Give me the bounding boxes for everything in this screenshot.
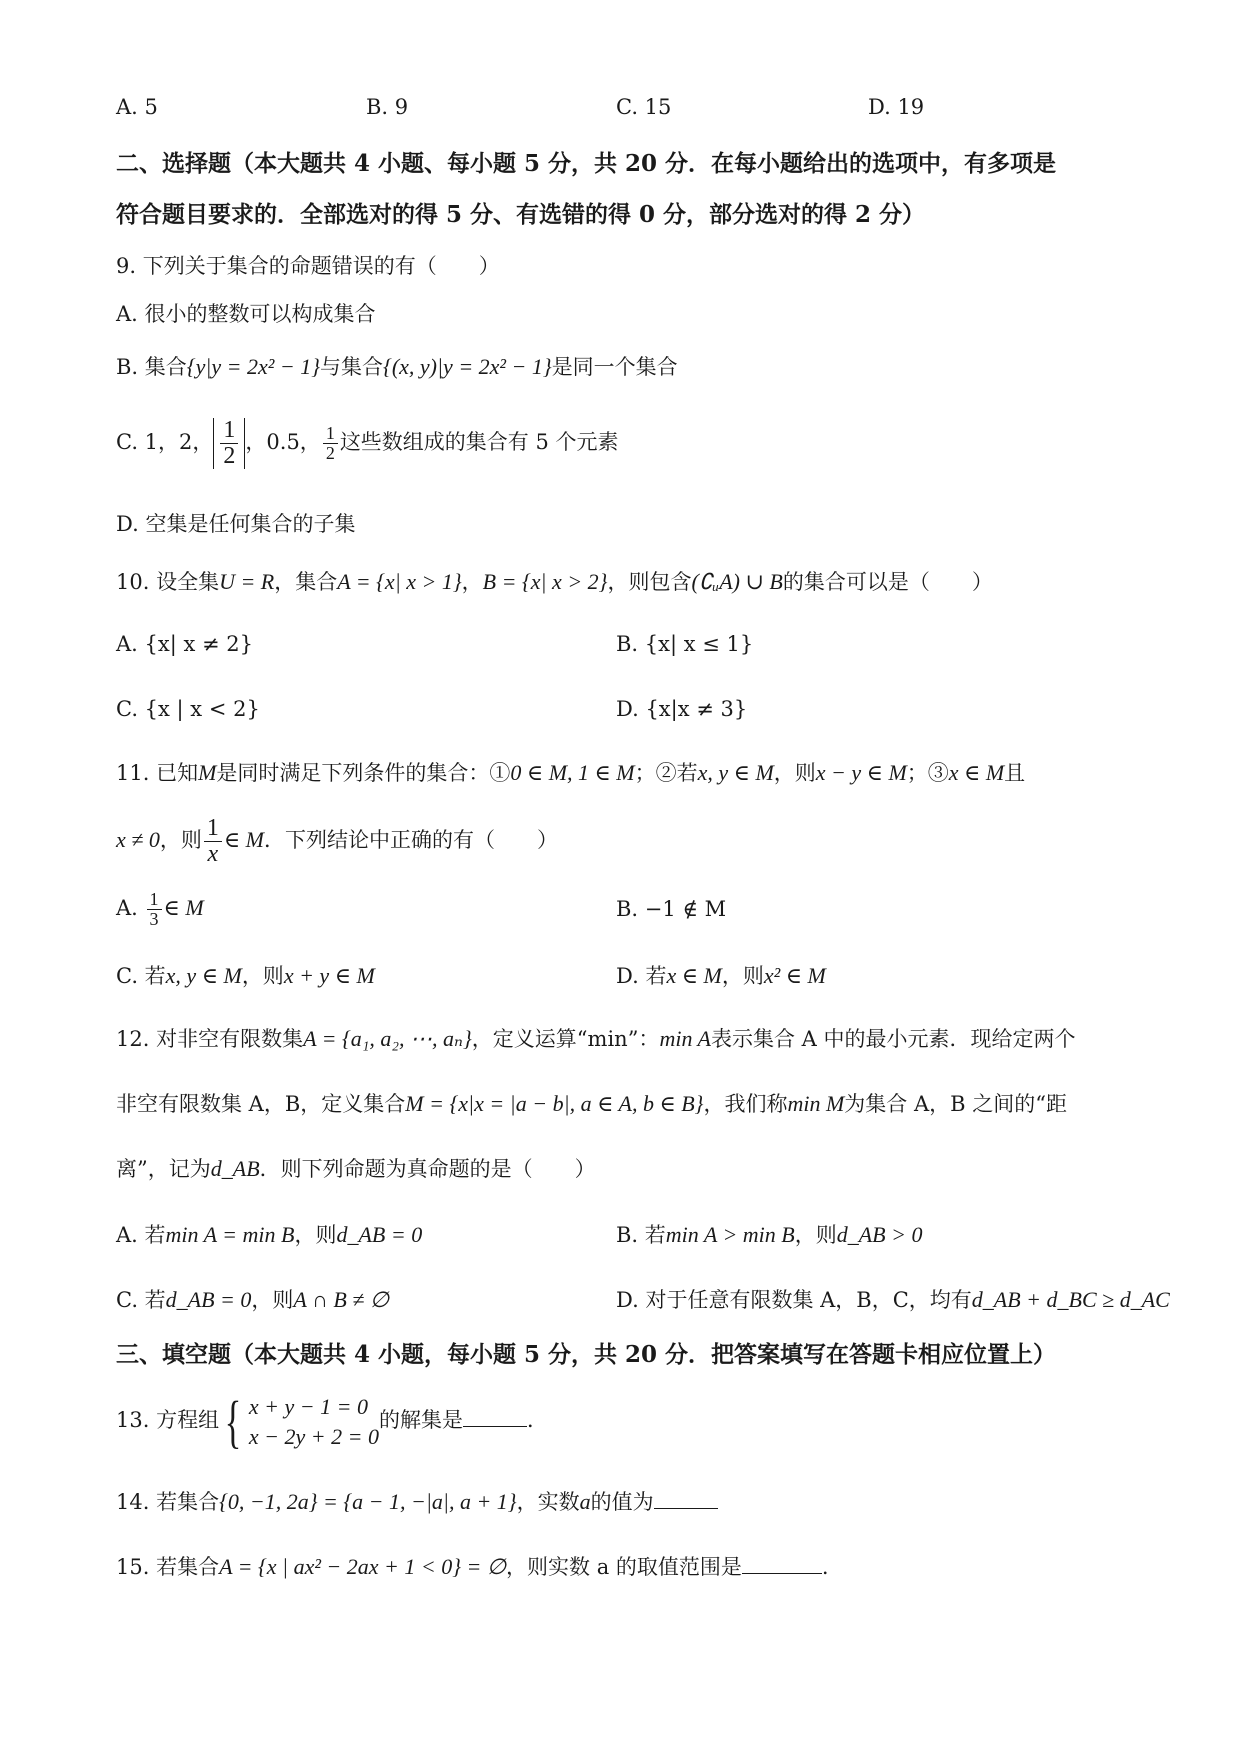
q11-sep1: ；②若: [634, 761, 698, 785]
section3-heading: 三、填空题（本大题共 4 小题，每小题 5 分，共 20 分．把答案填写在答题卡相应位置上）: [116, 1341, 1057, 1368]
q9-option-d: D. 空集是任何集合的子集: [116, 512, 356, 536]
q10-set-b: B = {x| x > 2}: [482, 569, 608, 594]
section2-heading-line2: 符合题目要求的．全部选对的得 5 分、有选错的得 0 分，部分选对的得 2 分）: [116, 201, 926, 228]
q11-d-math2: x² ∈ M: [763, 963, 826, 988]
q15: [116, 1554, 829, 1580]
q12-a-result: d_AB = 0: [336, 1222, 423, 1247]
q11-a-tail: ∈ M: [163, 894, 204, 920]
q11-d-mid: ，则: [721, 964, 764, 988]
q10-expression: (∁ᵤA) ∪ B: [691, 569, 783, 594]
q11-c-math1: x, y ∈ M: [165, 963, 242, 988]
q12-set-m: M = {x|x = |a − b|, a ∈ A, b ∈ B}: [405, 1091, 704, 1116]
q14-mid: ，实数: [516, 1490, 580, 1514]
q15-prefix: 15. 若集合: [116, 1555, 220, 1579]
q12-b-result: d_AB > 0: [836, 1222, 923, 1247]
q9-b-set1: {y|y = 2x² − 1}: [186, 354, 321, 379]
q11-m: M: [198, 760, 217, 785]
q11-condition3: x ∈ M: [948, 760, 1005, 785]
q10-mid3: ，则包含: [607, 570, 692, 594]
q12-prefix: 12. 对非空有限数集: [116, 1027, 304, 1051]
q8-option-c: C. 15: [616, 95, 672, 119]
q13-suffix: 的解集是: [379, 1408, 463, 1433]
q10-stem: [116, 569, 993, 595]
q11-line2-then: ，则: [159, 828, 202, 853]
section2-heading-line1: 二、选择题（本大题共 4 小题、每小题 5 分，共 20 分．在每小题给出的选项中，有多项是: [116, 150, 1057, 177]
q11-a-label: A.: [116, 895, 138, 920]
q9-option-a: A. 很小的整数可以构成集合: [116, 302, 376, 326]
q10-set-a: A = {x| x > 1}: [337, 569, 462, 594]
q10-mid1: ，集合: [274, 570, 338, 594]
q11-condition2b: x − y ∈ M: [815, 760, 907, 785]
q11-sep2: ；③: [906, 761, 949, 785]
q12-option-c: [116, 1287, 389, 1313]
q11-and: 且: [1004, 761, 1026, 785]
q12-stem-line3: [116, 1156, 596, 1182]
q9-option-b: [116, 354, 678, 380]
q11-c-mid: ，则: [241, 964, 284, 988]
q15-answer-blank[interactable]: [742, 1573, 822, 1574]
q12-b-math: min A > min B: [665, 1222, 795, 1247]
q12-a-math: min A = min B: [165, 1222, 295, 1247]
q11-line2-in: ∈ M: [223, 827, 264, 853]
q10-option-d: D. {x|x ≠ 3}: [616, 697, 748, 721]
q13-answer-blank[interactable]: [463, 1426, 527, 1427]
q11-comma: ，则: [773, 761, 816, 785]
q15-suffix: ，则实数 a 的取值范围是: [506, 1555, 742, 1579]
q12-d-prefix: D. 对于任意有限数集 A，B，C，均有: [616, 1288, 972, 1312]
q11-stem-line1: [116, 760, 1025, 786]
q11-option-a: [116, 890, 204, 929]
q11-a-den: 3: [149, 908, 159, 929]
q12-min-word: min: [587, 1027, 628, 1051]
q12-c-result: A ∩ B ≠ ∅: [293, 1287, 390, 1312]
q13-equation-system: [219, 1388, 379, 1454]
q12-min-m: min M: [787, 1091, 845, 1116]
q12-c-prefix: C. 若: [116, 1288, 166, 1312]
q9-c-abs-num: 1: [220, 418, 238, 444]
q11-option-d: [616, 963, 826, 989]
q11-condition2a: x, y ∈ M: [697, 760, 774, 785]
q12-d-ab: d_AB: [210, 1156, 260, 1181]
q11-c-prefix: C. 若: [116, 964, 166, 988]
q11-line2-suffix: ．下列结论中正确的有（ ）: [263, 828, 558, 853]
q9-b-set2: {(x, y)|y = 2x² − 1}: [383, 354, 552, 379]
q11-d-math1: x ∈ M: [666, 963, 722, 988]
q12-line3-prefix: 离”，记为: [116, 1157, 211, 1181]
q12-min-a: min A: [659, 1026, 711, 1051]
q9-b-prefix: B. 集合: [116, 355, 187, 379]
q11-frac-num: 1: [204, 816, 222, 842]
q9-c-abs-den: 2: [223, 443, 236, 470]
q12-line3-suffix: ．则下列命题为真命题的是（ ）: [259, 1157, 596, 1181]
q12-line2-suffix: 为集合 A，B 之间的“距: [844, 1092, 1067, 1116]
q14: [116, 1489, 718, 1515]
q12-mid: ，定义运算“: [471, 1027, 588, 1051]
q10-prefix: 10. 设全集: [116, 570, 220, 594]
q12-d-math: d_AB + d_BC ≥ d_AC: [971, 1287, 1170, 1312]
q10-suffix: 的集合可以是（ ）: [782, 570, 993, 594]
q9-c-frac-num: 1: [323, 424, 338, 444]
q8-option-a: A. 5: [116, 95, 158, 119]
q10-option-c: C. {x | x < 2}: [116, 697, 260, 721]
q12-stem-line2: [116, 1091, 1067, 1117]
q9-c-abs: [213, 418, 245, 469]
q15-set: A = {x | ax² − 2ax + 1 < 0} = ∅: [219, 1554, 507, 1579]
q9-option-c: [116, 418, 619, 469]
q12-line1-suffix: 表示集合 A 中的最小元素．现给定两个: [710, 1027, 1076, 1051]
q10-option-b: B. {x| x ≤ 1}: [616, 632, 754, 656]
q9-c-frac-den: 2: [325, 443, 335, 464]
q12-a-prefix: A. 若: [116, 1223, 166, 1247]
q9-c-mid: ，0.5，: [245, 430, 321, 455]
q11-a-num: 1: [147, 890, 162, 910]
q12-line2-prefix: 非空有限数集 A，B，定义集合: [116, 1092, 406, 1116]
q12-option-a: [116, 1222, 422, 1248]
q14-answer-blank[interactable]: [654, 1508, 718, 1509]
q15-end: .: [821, 1555, 829, 1579]
q12-b-prefix: B. 若: [616, 1223, 666, 1247]
q14-variable: a: [579, 1489, 591, 1514]
q12-b-mid: ，则: [794, 1223, 837, 1247]
q14-set-equation: {0, −1, 2a} = {a − 1, −|a|, a + 1}: [219, 1489, 517, 1514]
q11-line2-condition: x ≠ 0: [116, 827, 160, 853]
q12-mid2: ”：: [627, 1027, 660, 1051]
q8-option-b: B. 9: [366, 95, 409, 119]
q9-c-suffix: 这些数组成的集合有 5 个元素: [339, 430, 619, 455]
q11-text: 是同时满足下列条件的集合：①: [216, 761, 511, 785]
q9-b-mid: 与集合: [320, 355, 384, 379]
q11-c-math2: x + y ∈ M: [283, 963, 375, 988]
q12-a-mid: ，则: [294, 1223, 337, 1247]
q9-stem: 9. 下列关于集合的命题错误的有（ ）: [116, 254, 500, 278]
q12-option-b: [616, 1222, 922, 1248]
q11-option-c: [116, 963, 375, 989]
q11-frac-den: x: [207, 841, 219, 868]
q10-mid2: ，: [461, 570, 483, 594]
q12-stem-line1: [116, 1026, 1076, 1052]
q13-equation1: x + y − 1 = 0: [248, 1394, 368, 1419]
q9-b-suffix: 是同一个集合: [551, 355, 678, 379]
q8-option-d: D. 19: [868, 95, 925, 119]
q13-equation2: x − 2y + 2 = 0: [248, 1423, 379, 1449]
q14-suffix: 的值为: [590, 1490, 654, 1514]
q10-option-a: A. {x| x ≠ 2}: [116, 632, 253, 656]
q11-option-b: B. −1 ∉ M: [616, 897, 727, 921]
q13-prefix: 13. 方程组: [116, 1408, 220, 1433]
q12-line2-mid: ，我们称: [703, 1092, 788, 1116]
q11-d-prefix: D. 若: [616, 964, 667, 988]
q14-prefix: 14. 若集合: [116, 1490, 220, 1514]
q13-end: ．: [527, 1408, 548, 1433]
q13: [116, 1388, 548, 1454]
q12-c-mid: ，则: [251, 1288, 294, 1312]
q11-stem-line2: [116, 816, 558, 867]
q11-condition1: 0 ∈ M, 1 ∈ M: [510, 760, 635, 785]
q13-brace: {: [224, 1388, 242, 1454]
q12-c-math: d_AB = 0: [165, 1287, 252, 1312]
q10-universal-set: U = R: [219, 569, 275, 594]
q9-c-prefix: C. 1，2，: [116, 430, 214, 455]
q11-prefix: 11. 已知: [116, 761, 199, 785]
q12-option-d: [616, 1287, 1170, 1313]
q12-set-a: A = {a₁, a₂, ⋯, aₙ}: [303, 1026, 472, 1051]
